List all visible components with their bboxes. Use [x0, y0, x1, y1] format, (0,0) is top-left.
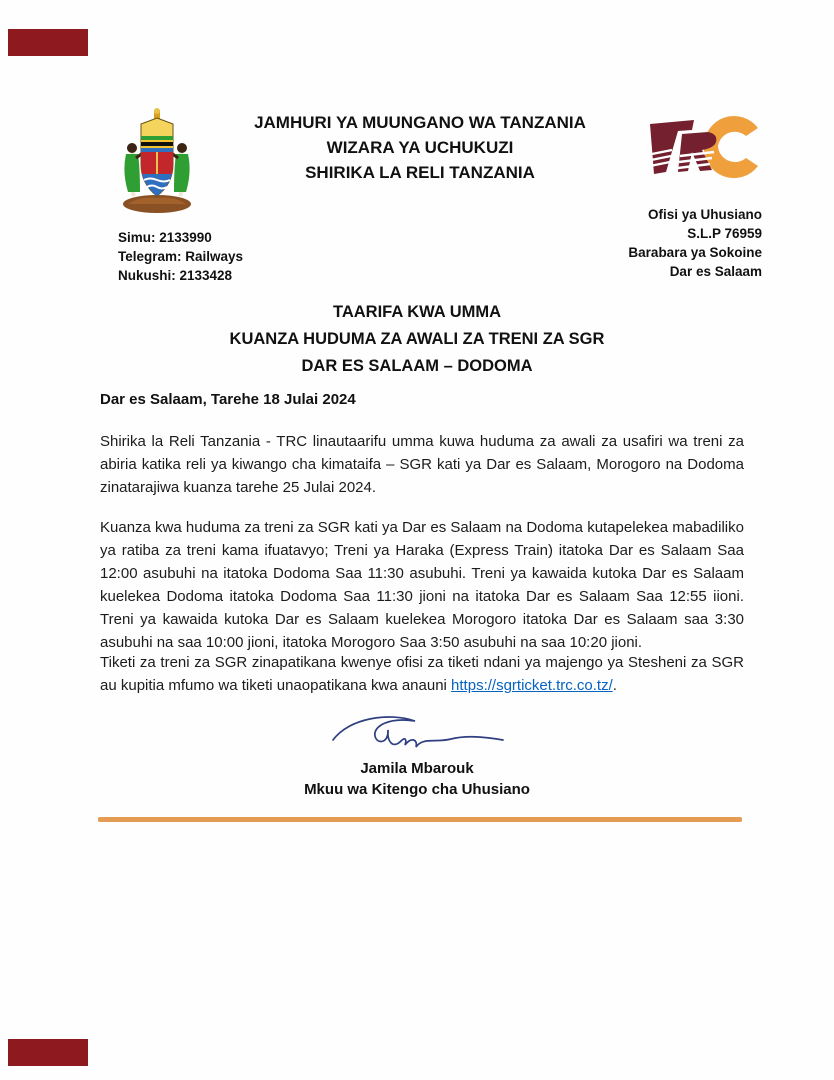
address-pobox: S.L.P 76959: [687, 226, 762, 241]
paragraph-tickets: [100, 651, 744, 697]
notice-title-line1: TAARIFA KWA UMMA: [332, 303, 502, 321]
letterhead-line-corporation: SHIRIKA LA RELI TANZANIA: [305, 163, 535, 182]
address-office: Ofisi ya Uhusiano: [647, 207, 762, 222]
corner-accent-bar-top: [8, 29, 88, 56]
letterhead-heading: [205, 110, 635, 185]
trc-logo-icon: [642, 110, 772, 190]
letterhead-line-ministry: WIZARA YA UCHUKUZI: [326, 138, 514, 157]
contact-block: [118, 228, 243, 285]
address-city: Dar es Salaam: [669, 264, 762, 279]
letterhead-line-country: JAMHURI YA MUUNGANO WA TANZANIA: [254, 113, 586, 132]
footer-divider-rule: [98, 817, 742, 822]
paragraph-tickets-period: .: [612, 677, 617, 694]
contact-phone: Simu: 2133990: [118, 230, 212, 245]
paragraph-intro: Shirika la Reli Tanzania - TRC linautaarifu umma kuwa huduma za awali za usafiri wa treni za abiria katika reli ya kiwango cha kimataifa – SGR kati ya Dar es Salaam, Morogoro na Dodoma zinatarajiwa kuanza tarehe 25 Julai 2024.: [100, 433, 744, 496]
signature-image: [327, 710, 512, 760]
dateline: Dar es Salaam, Tarehe 18 Julai 2024: [100, 391, 356, 408]
notice-title-line2: KUANZA HUDUMA ZA AWALI ZA TRENI ZA SGR: [229, 330, 605, 348]
signatory-title: Mkuu wa Kitengo cha Uhusiano: [304, 781, 530, 798]
paragraph-tickets-text: Tiketi za treni za SGR zinapatikana kwenye ofisi za tiketi ndani ya majengo ya Stesheni za SGR au kupitia mfumo wa tiketi unaopatikana kwa anauni: [100, 654, 744, 694]
sgr-ticket-link[interactable]: https://sgrticket.trc.co.tz/: [451, 677, 613, 694]
corner-accent-bar-bottom: [8, 1039, 88, 1066]
contact-fax: Nukushi: 2133428: [118, 268, 233, 283]
notice-title: [0, 299, 834, 380]
tanzania-coat-of-arms-icon: [110, 108, 204, 214]
notice-title-line3: DAR ES SALAAM – DODOMA: [301, 357, 533, 375]
signatory-name: Jamila Mbarouk: [360, 760, 474, 777]
contact-telegram: Telegram: Railways: [118, 249, 244, 264]
paragraph-schedule: Kuanza kwa huduma za treni za SGR kati ya Dar es Salaam na Dodoma kutapelekea mabadiliko ya ratiba za treni kama ifuatavyo; Treni ya Haraka (Express Train) itatoka Dar es Salaam Saa 12:00 asubuhi na itatoka Dodoma Saa 11:30 asubuhi. Treni ya kawaida kutoka Dar es Salaam kuelekea Dodoma itatoka Dodoma Saa 11:30 jioni na itatoka Dar es Salaam Saa 12:55 iioni. Treni ya kawaida kutoka Dar es Salaam kuelekea Morogoro itatoka Dar es Salaam saa 3:30 asubuhi na saa 10:00 jioni, itatoka Morogoro Saa 3:50 asubuhi na saa 10:20 jioni.: [100, 519, 744, 651]
address-block: [520, 205, 762, 281]
address-street: Barabara ya Sokoine: [628, 245, 762, 260]
